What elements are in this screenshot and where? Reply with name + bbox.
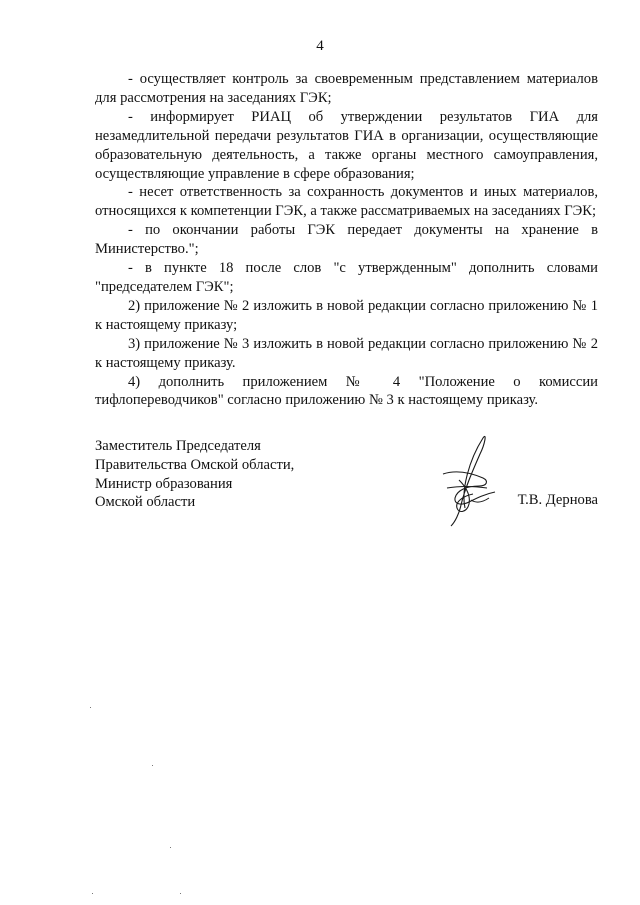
scan-speck <box>170 847 171 848</box>
scan-speck <box>152 765 153 766</box>
scan-speck <box>90 707 91 708</box>
paragraph-transfer-documents: - по окончании работы ГЭК передает документы на хранение в Министерство."; <box>95 222 598 258</box>
scan-speck <box>180 893 181 894</box>
signatory-title-line: Министр образования <box>95 475 233 492</box>
handwritten-signature <box>425 430 505 530</box>
paragraph-responsibility: - несет ответственность за сохранность документов и иных материалов, относящихся к компетенции ГЭК, а также рассматриваемых на заседаниях ГЭК; <box>95 184 598 220</box>
paragraph-appendix-3: 3) приложение № 3 изложить в новой редакции согласно приложению № 2 к настоящему приказу. <box>95 335 598 371</box>
signatory-name: Т.В. Дернова <box>517 492 598 508</box>
paragraph-appendix-2: 2) приложение № 2 изложить в новой редакции согласно приложению № 1 к настоящему приказу; <box>95 297 598 333</box>
signatory-title-line: Заместитель Председателя <box>95 438 261 454</box>
paragraph-inform-riac: - информирует РИАЦ об утверждении результатов ГИА для незамедлительной передачи результатов ГИА в организации, осуществляющие образовательную деятельность, а также органы местного самоуправления, осуществляющие управление в сфере образования; <box>95 108 598 182</box>
paragraph-control: - осуществляет контроль за своевременным представлением материалов для рассмотрения на заседаниях ГЭК; <box>95 71 598 106</box>
scan-speck <box>92 893 93 894</box>
signatory-title-line: Правительства Омской области, <box>95 456 295 473</box>
paragraph-appendix-4: 4) дополнить приложением № 4 "Положение о комиссии тифлопереводчиков" согласно приложению № 3 к настоящему приказу. <box>95 373 598 409</box>
document-body <box>95 70 598 410</box>
paragraph-point-18: - в пункте 18 после слов "с утвержденным" дополнить словами "председателем ГЭК"; <box>95 260 598 295</box>
signatory-title-line: Омской области <box>95 494 196 511</box>
page-number: 4 <box>316 38 324 54</box>
